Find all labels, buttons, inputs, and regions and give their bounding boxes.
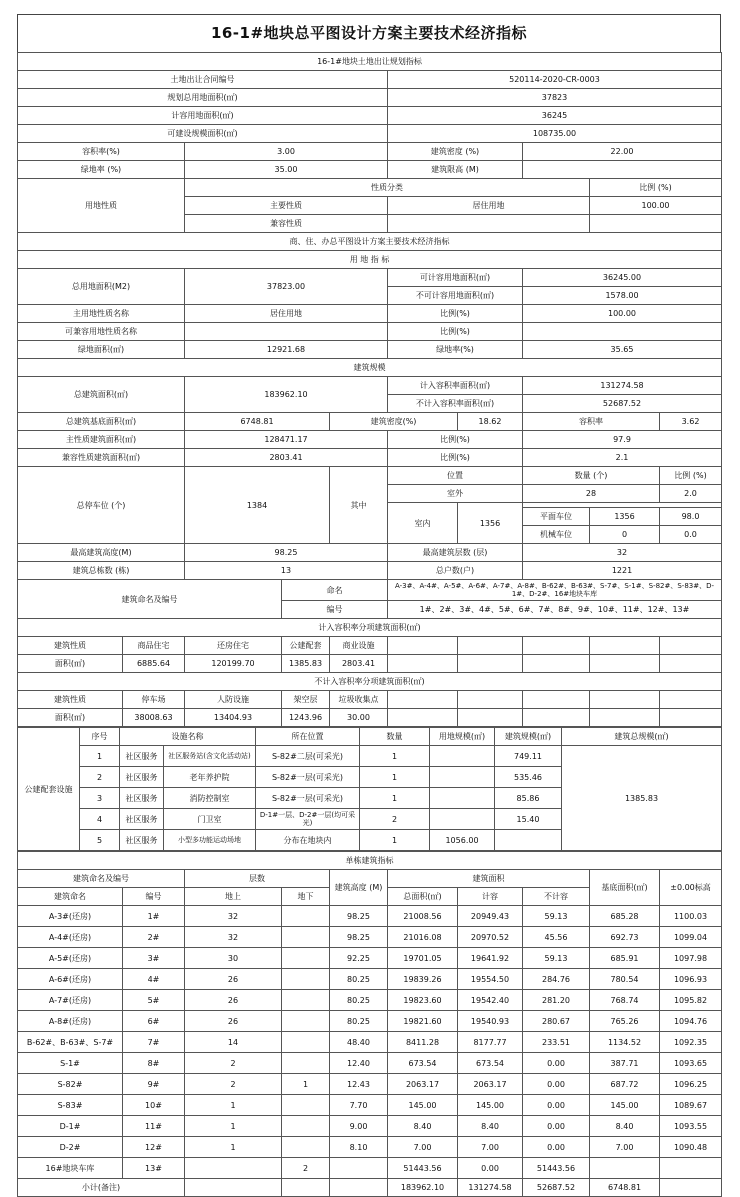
table-cell: 5# <box>123 990 185 1011</box>
table-row: 总停车位 (个) 1384 其中 位置 数量 (个) 比例 (%) <box>18 467 722 485</box>
table-cell <box>282 1137 330 1158</box>
table-cell: 8177.77 <box>458 1032 523 1053</box>
table-cell: 8.10 <box>330 1137 388 1158</box>
table-cell: 51443.56 <box>388 1158 458 1179</box>
table-cell: 0.00 <box>523 1116 590 1137</box>
table-cell: B-62#、B-63#、S-7# <box>18 1032 123 1053</box>
table-cell: 7.00 <box>458 1137 523 1158</box>
table-row: 用地性质 性质分类 比例 (%) <box>18 179 722 197</box>
table-cell: 0.00 <box>458 1158 523 1179</box>
table-row: 面积(㎡) 38008.63 13404.93 1243.96 30.00 <box>18 709 722 727</box>
table-row: 公建配套设施 序号 设施名称 所在位置 数量 用地规模(㎡) 建筑规模(㎡) 建筑总规模(㎡) <box>18 728 722 746</box>
table-cell: 12.40 <box>330 1053 388 1074</box>
table-cell: 2# <box>123 927 185 948</box>
table-cell: 19839.26 <box>388 969 458 990</box>
table-cell: 21016.08 <box>388 927 458 948</box>
table-cell: 48.40 <box>330 1032 388 1053</box>
table-cell: 1 <box>185 1095 282 1116</box>
table-row <box>18 1011 722 1032</box>
table-cell: 685.91 <box>590 948 660 969</box>
table-cell: 0.00 <box>523 1137 590 1158</box>
table-cell <box>660 1158 722 1179</box>
table-row: 面积(㎡) 6885.64 120199.70 1385.83 2803.41 <box>18 655 722 673</box>
table-cell: 281.20 <box>523 990 590 1011</box>
table-cell <box>282 1053 330 1074</box>
table-cell: 387.71 <box>590 1053 660 1074</box>
table-row <box>18 1116 722 1137</box>
table-cell: 80.25 <box>330 1011 388 1032</box>
table-row: 绿地率 (%) 35.00 建筑限高 (M) <box>18 161 722 179</box>
table-cell: 673.54 <box>388 1053 458 1074</box>
table-cell: 32 <box>185 906 282 927</box>
table-row: 建筑命名 编号 地上 地下 总面积(㎡) 计容 不计容 <box>18 888 722 906</box>
table-cell: 6# <box>123 1011 185 1032</box>
table-cell: A-6#(还房) <box>18 969 123 990</box>
table-cell: 20970.52 <box>458 927 523 948</box>
table-cell: 673.54 <box>458 1053 523 1074</box>
table-row: 室内 1356 <box>18 503 722 508</box>
table-cell: 59.13 <box>523 948 590 969</box>
table-cell: 145.00 <box>388 1095 458 1116</box>
table-cell: 8411.28 <box>388 1032 458 1053</box>
table-cell <box>282 990 330 1011</box>
table-row: 规划总用地面积(㎡) 37823 <box>18 89 722 107</box>
table-cell: 1100.03 <box>660 906 722 927</box>
table-cell: 233.51 <box>523 1032 590 1053</box>
section-header: 建筑规模 <box>18 359 722 377</box>
table-cell: D-2# <box>18 1137 123 1158</box>
table-row: 可兼容用地性质名称 比例(%) <box>18 323 722 341</box>
table-row: 总建筑基底面积(㎡) 6748.81 建筑密度(%) 18.62 容积率 3.62 <box>18 413 722 431</box>
table-cell: 10# <box>123 1095 185 1116</box>
table-row: 建筑性质 商品住宅 还房住宅 公建配套 商业设施 <box>18 637 722 655</box>
table-cell: 8.40 <box>388 1116 458 1137</box>
table-cell: 7# <box>123 1032 185 1053</box>
table-cell: 0.00 <box>523 1074 590 1095</box>
table-cell: 2 <box>185 1053 282 1074</box>
table-cell: D-1# <box>18 1116 123 1137</box>
table-cell: 280.67 <box>523 1011 590 1032</box>
table-cell: 765.26 <box>590 1011 660 1032</box>
table-row: 兼容性质 <box>18 215 722 233</box>
table-row <box>18 927 722 948</box>
table-cell <box>282 927 330 948</box>
section-header: 单栋建筑指标 <box>18 852 722 870</box>
table-cell: 1134.52 <box>590 1032 660 1053</box>
table-cell: 1096.93 <box>660 969 722 990</box>
table-cell: A-5#(还房) <box>18 948 123 969</box>
table-cell <box>330 1158 388 1179</box>
table-cell: A-3#(还房) <box>18 906 123 927</box>
table-cell: 8.40 <box>590 1116 660 1137</box>
table-cell: 1093.65 <box>660 1053 722 1074</box>
table-row <box>18 906 722 927</box>
table-cell: 1096.25 <box>660 1074 722 1095</box>
section-header: 商、住、办总平图设计方案主要技术经济指标 <box>18 233 722 251</box>
table-cell: S-83# <box>18 1095 123 1116</box>
table-row: 5 社区服务 小型多功能运动场地 分布在地块内 1 1056.00 <box>18 830 722 851</box>
table-row <box>18 1095 722 1116</box>
table-cell: 12.43 <box>330 1074 388 1095</box>
table-row: 绿地面积(㎡) 12921.68 绿地率(%) 35.65 <box>18 341 722 359</box>
table-cell: 19542.40 <box>458 990 523 1011</box>
table-cell: 51443.56 <box>523 1158 590 1179</box>
table-cell: 692.73 <box>590 927 660 948</box>
table-row <box>18 1074 722 1095</box>
table-row: 计容用地面积(㎡) 36245 <box>18 107 722 125</box>
table-row <box>18 1158 722 1179</box>
section-header: 16-1#地块土地出让规划指标 <box>18 53 722 71</box>
table-row: 主要性质 居住用地 100.00 <box>18 197 722 215</box>
table-cell: 0.00 <box>523 1053 590 1074</box>
table-row: 建筑命名及编号 层数 建筑高度 (M) 建筑面积 基底面积(㎡) ±0.00标高 <box>18 870 722 888</box>
table-cell: 19701.05 <box>388 948 458 969</box>
table-cell: 59.13 <box>523 906 590 927</box>
table-cell: 8# <box>123 1053 185 1074</box>
table-row: 机械车位 0 0.0 <box>18 526 722 544</box>
table-cell: S-1# <box>18 1053 123 1074</box>
table-cell <box>282 1032 330 1053</box>
table-cell: 9.00 <box>330 1116 388 1137</box>
page-title: 16-1#地块总平图设计方案主要技术经济指标 <box>17 14 721 52</box>
table-cell: 98.25 <box>330 906 388 927</box>
table-cell: 1089.67 <box>660 1095 722 1116</box>
table-cell <box>282 906 330 927</box>
table-cell: 284.76 <box>523 969 590 990</box>
table-cell: 9# <box>123 1074 185 1095</box>
table-row <box>18 948 722 969</box>
table-cell: 0.00 <box>523 1095 590 1116</box>
table-cell: 1093.55 <box>660 1116 722 1137</box>
table-cell: 780.54 <box>590 969 660 990</box>
indicator-sheet <box>17 14 721 1197</box>
table-row: 平面车位 1356 98.0 <box>18 508 722 526</box>
table-cell <box>282 948 330 969</box>
table-row <box>18 1053 722 1074</box>
table-row: 总用地面积(M2) 37823.00 可计容用地面积(㎡) 36245.00 <box>18 269 722 287</box>
table-cell: 1095.82 <box>660 990 722 1011</box>
table-row: 1 社区服务 社区服务站(含文化活动站) S-82#二层(可采光) 1 749.11 1385.83 <box>18 746 722 767</box>
table-cell: 7.00 <box>388 1137 458 1158</box>
section-header: 计入容积率分项建筑面积(㎡) <box>18 619 722 637</box>
table-cell: 8.40 <box>458 1116 523 1137</box>
table-row: 兼容性质建筑面积(㎡) 2803.41 比例(%) 2.1 <box>18 449 722 467</box>
table-cell: 1 <box>282 1074 330 1095</box>
table-row <box>18 969 722 990</box>
table-row: 主用地性质名称 居住用地 比例(%) 100.00 <box>18 305 722 323</box>
table-cell: 1099.04 <box>660 927 722 948</box>
table-cell: 7.00 <box>590 1137 660 1158</box>
table-cell: 19821.60 <box>388 1011 458 1032</box>
table-row: 2 社区服务 老年养护院 S-82#一层(可采光) 1 535.46 <box>18 767 722 788</box>
table-cell: 685.28 <box>590 906 660 927</box>
table-cell: 21008.56 <box>388 906 458 927</box>
table-row: 主性质建筑面积(㎡) 128471.17 比例(%) 97.9 <box>18 431 722 449</box>
table-row: 建筑命名及编号 命名 A-3#、A-4#、A-5#、A-6#、A-7#、A-8#、B-62#、B-63#、S-7#、S-1#、S-82#、S-83#、D-1#、D-2#、16#地块车库 <box>18 580 722 601</box>
table-cell: A-7#(还房) <box>18 990 123 1011</box>
table-cell: 3# <box>123 948 185 969</box>
section-header: 不计入容积率分项建筑面积(㎡) <box>18 673 722 691</box>
facilities-table <box>17 727 722 851</box>
main-table <box>17 52 722 727</box>
table-cell: 20949.43 <box>458 906 523 927</box>
table-row: 建筑总栋数 (栋) 13 总户数(户) 1221 <box>18 562 722 580</box>
table-row: 不计入容积率面积(㎡) 52687.52 <box>18 395 722 413</box>
table-cell: 1097.98 <box>660 948 722 969</box>
table-cell: 26 <box>185 969 282 990</box>
table-cell <box>590 1158 660 1179</box>
building-rows <box>18 906 722 1179</box>
table-cell: A-4#(还房) <box>18 927 123 948</box>
table-cell: 12# <box>123 1137 185 1158</box>
table-cell: 13# <box>123 1158 185 1179</box>
table-cell: 80.25 <box>330 990 388 1011</box>
table-row: 3 社区服务 消防控制室 S-82#一层(可采光) 1 85.86 <box>18 788 722 809</box>
table-cell <box>282 1011 330 1032</box>
table-cell: 30 <box>185 948 282 969</box>
table-cell: 1 <box>185 1137 282 1158</box>
table-cell: 32 <box>185 927 282 948</box>
table-row: 土地出让合同编号 520114-2020-CR-0003 <box>18 71 722 89</box>
table-cell: 92.25 <box>330 948 388 969</box>
table-cell: 145.00 <box>458 1095 523 1116</box>
table-cell: 26 <box>185 1011 282 1032</box>
table-cell: S-82# <box>18 1074 123 1095</box>
table-cell: 11# <box>123 1116 185 1137</box>
table-cell: 98.25 <box>330 927 388 948</box>
table-cell: 2 <box>185 1074 282 1095</box>
table-cell: 19554.50 <box>458 969 523 990</box>
table-cell: 768.74 <box>590 990 660 1011</box>
table-cell: 1# <box>123 906 185 927</box>
table-row: 编号 1#、2#、3#、4#、5#、6#、7#、8#、9#、10#、11#、12#、13# <box>18 601 722 619</box>
table-cell: 19540.93 <box>458 1011 523 1032</box>
table-row: 不可计容用地面积(㎡) 1578.00 <box>18 287 722 305</box>
table-cell: 2 <box>282 1158 330 1179</box>
table-cell: A-8#(还房) <box>18 1011 123 1032</box>
table-row: 容积率(%) 3.00 建筑密度 (%) 22.00 <box>18 143 722 161</box>
table-cell: 2063.17 <box>458 1074 523 1095</box>
table-cell: 4# <box>123 969 185 990</box>
table-cell: 1 <box>185 1116 282 1137</box>
table-cell: 19823.60 <box>388 990 458 1011</box>
table-cell: 1090.48 <box>660 1137 722 1158</box>
table-cell: 19641.92 <box>458 948 523 969</box>
table-row: 建筑性质 停车场 人防设施 架空层 垃圾收集点 <box>18 691 722 709</box>
subtotal-row: 小计(备注) 183962.10 131274.58 52687.52 6748.81 <box>18 1179 722 1197</box>
table-cell <box>282 1116 330 1137</box>
table-cell: 2063.17 <box>388 1074 458 1095</box>
table-cell: 45.56 <box>523 927 590 948</box>
section-header: 用 地 指 标 <box>18 251 722 269</box>
table-cell <box>282 1095 330 1116</box>
table-cell: 80.25 <box>330 969 388 990</box>
table-cell: 1092.35 <box>660 1032 722 1053</box>
table-cell <box>282 969 330 990</box>
table-row: 室外 28 2.0 <box>18 485 722 503</box>
table-cell: 16#地块车库 <box>18 1158 123 1179</box>
table-cell: 26 <box>185 990 282 1011</box>
table-row: 总建筑面积(㎡) 183962.10 计入容积率面积(㎡) 131274.58 <box>18 377 722 395</box>
table-cell: 14 <box>185 1032 282 1053</box>
table-cell: 145.00 <box>590 1095 660 1116</box>
table-row: 4 社区服务 门卫室 D-1#一层、D-2#一层(均可采光) 2 15.40 <box>18 809 722 830</box>
table-cell: 687.72 <box>590 1074 660 1095</box>
table-row <box>18 990 722 1011</box>
table-row <box>18 1032 722 1053</box>
table-row: 可建设规模面积(㎡) 108735.00 <box>18 125 722 143</box>
building-table <box>17 851 722 1197</box>
table-cell: 7.70 <box>330 1095 388 1116</box>
table-row: 最高建筑高度(M) 98.25 最高建筑层数 (层) 32 <box>18 544 722 562</box>
table-cell <box>185 1158 282 1179</box>
table-cell: 1094.76 <box>660 1011 722 1032</box>
table-row <box>18 1137 722 1158</box>
